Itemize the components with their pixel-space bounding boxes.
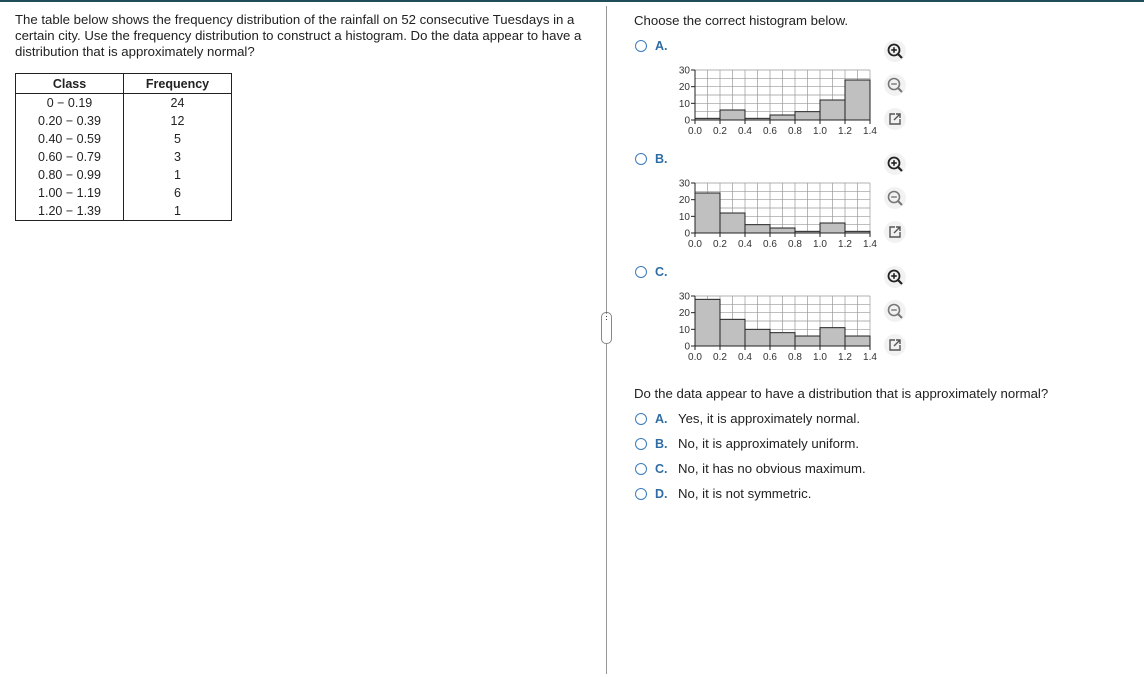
answer-d-radio[interactable] — [635, 488, 647, 500]
popout-button[interactable] — [884, 108, 906, 130]
x-tick-label: 1.4 — [863, 239, 877, 250]
answer-c-letter: C. — [655, 462, 668, 476]
zoom-out-button[interactable] — [884, 74, 906, 96]
histogram-bar — [820, 328, 845, 346]
popout-button[interactable] — [884, 221, 906, 243]
normality-question: Do the data appear to have a distribution that is approximately normal? — [634, 386, 1049, 401]
x-tick-label: 1.0 — [813, 352, 827, 363]
zoom-in-button[interactable] — [884, 153, 906, 175]
x-tick-label: 0.8 — [788, 352, 802, 363]
frequency-table — [15, 73, 232, 221]
y-tick-label: 10 — [678, 98, 690, 110]
frequency-cell: 3 — [124, 148, 232, 166]
zoom-in-button[interactable] — [884, 40, 906, 62]
class-cell: 0.80 − 0.99 — [16, 166, 124, 184]
x-tick-label: 0.2 — [713, 126, 727, 137]
x-tick-label: 1.4 — [863, 126, 877, 137]
class-cell: 0.40 − 0.59 — [16, 130, 124, 148]
class-cell: 1.20 − 1.39 — [16, 202, 124, 221]
zoom-out-button[interactable] — [884, 300, 906, 322]
class-cell: 0 − 0.19 — [16, 94, 124, 113]
x-tick-label: 1.2 — [838, 239, 852, 250]
answer-a-letter: A. — [655, 412, 668, 426]
answer-b-letter: B. — [655, 437, 668, 451]
class-cell: 0.60 − 0.79 — [16, 148, 124, 166]
answer-a-radio[interactable] — [635, 413, 647, 425]
x-tick-label: 0.0 — [688, 126, 702, 137]
table-row — [16, 166, 232, 184]
zoom-in-icon — [884, 153, 906, 175]
class-cell: 1.00 − 1.19 — [16, 184, 124, 202]
divider-handle[interactable] — [601, 312, 612, 344]
x-tick-label: 0.8 — [788, 239, 802, 250]
answer-d-letter: D. — [655, 487, 668, 501]
histogram-bar — [795, 112, 820, 120]
histogram-bar — [820, 100, 845, 120]
histogram-option-a-letter: A. — [655, 39, 668, 53]
x-tick-label: 0.6 — [763, 352, 777, 363]
answer-c-text: No, it has no obvious maximum. — [678, 461, 866, 476]
zoom-in-button[interactable] — [884, 266, 906, 288]
x-tick-label: 1.4 — [863, 352, 877, 363]
header-frequency: Frequency — [124, 74, 232, 94]
frequency-cell: 1 — [124, 166, 232, 184]
table-row — [16, 112, 232, 130]
histogram-bar — [720, 110, 745, 120]
histogram-option-b-letter: B. — [655, 152, 668, 166]
x-tick-label: 0.8 — [788, 126, 802, 137]
answer-d-text: No, it is not symmetric. — [678, 486, 812, 501]
class-cell: 0.20 − 0.39 — [16, 112, 124, 130]
x-tick-label: 1.2 — [838, 126, 852, 137]
top-border — [0, 0, 1144, 2]
x-tick-label: 0.6 — [763, 126, 777, 137]
frequency-cell: 12 — [124, 112, 232, 130]
y-tick-label: 0 — [684, 228, 690, 240]
x-tick-label: 1.0 — [813, 126, 827, 137]
histogram-a — [670, 50, 885, 142]
handle-grip: ⋮ — [602, 311, 611, 321]
table-row — [16, 130, 232, 148]
histogram-bar — [745, 329, 770, 346]
x-tick-label: 0.4 — [738, 126, 752, 137]
histogram-option-c-radio[interactable] — [635, 266, 647, 278]
y-tick-label: 0 — [684, 341, 690, 353]
x-tick-label: 0.2 — [713, 239, 727, 250]
y-tick-label: 10 — [678, 324, 690, 336]
table-row — [16, 202, 232, 221]
x-tick-label: 0.4 — [738, 239, 752, 250]
problem-statement: The table below shows the frequency distribution of the rainfall on 52 consecutive Tuesdays in a certain city. Use the frequency distribution to construct a histogram. Do the data appear to have a distribution that is approximately normal? — [15, 12, 582, 59]
histogram-bar — [770, 333, 795, 346]
answer-c-radio[interactable] — [635, 463, 647, 475]
histogram-bar — [745, 225, 770, 233]
x-tick-label: 0.2 — [713, 352, 727, 363]
histogram-option-a-radio[interactable] — [635, 40, 647, 52]
popout-icon — [884, 334, 906, 356]
histogram-bar — [695, 193, 720, 233]
frequency-cell: 24 — [124, 94, 232, 113]
histogram-bar — [845, 336, 870, 346]
table-row — [16, 184, 232, 202]
histogram-c — [670, 276, 885, 368]
y-tick-label: 20 — [678, 195, 690, 207]
histogram-option-b-radio[interactable] — [635, 153, 647, 165]
y-tick-label: 30 — [678, 291, 690, 303]
y-tick-label: 20 — [678, 308, 690, 320]
histogram-option-c-letter: C. — [655, 265, 668, 279]
y-tick-label: 20 — [678, 82, 690, 94]
zoom-out-icon — [884, 300, 906, 322]
y-tick-label: 10 — [678, 211, 690, 223]
table-row — [16, 94, 232, 113]
histogram-bar — [795, 336, 820, 346]
answer-b-text: No, it is approximately uniform. — [678, 436, 860, 451]
y-tick-label: 0 — [684, 115, 690, 127]
zoom-out-icon — [884, 187, 906, 209]
table-row — [16, 148, 232, 166]
header-class: Class — [16, 74, 124, 94]
histogram-bar — [770, 115, 795, 120]
popout-icon — [884, 221, 906, 243]
frequency-cell: 6 — [124, 184, 232, 202]
histogram-bar — [720, 319, 745, 346]
answer-a-text: Yes, it is approximately normal. — [678, 411, 861, 426]
histogram-bar — [845, 80, 870, 120]
zoom-out-button[interactable] — [884, 187, 906, 209]
table-header-row — [16, 74, 232, 94]
x-tick-label: 0.6 — [763, 239, 777, 250]
frequency-cell: 1 — [124, 202, 232, 221]
popout-button[interactable] — [884, 334, 906, 356]
frequency-cell: 5 — [124, 130, 232, 148]
popout-icon — [884, 108, 906, 130]
zoom-in-icon — [884, 266, 906, 288]
x-tick-label: 1.2 — [838, 352, 852, 363]
histogram-bar — [770, 228, 795, 233]
histogram-b — [670, 163, 885, 255]
x-tick-label: 0.4 — [738, 352, 752, 363]
answer-b-radio[interactable] — [635, 438, 647, 450]
y-tick-label: 30 — [678, 65, 690, 77]
histogram-bar — [820, 223, 845, 233]
y-tick-label: 30 — [678, 178, 690, 190]
histogram-bar — [695, 299, 720, 346]
histogram-bar — [720, 213, 745, 233]
histogram-question: Choose the correct histogram below. — [634, 13, 849, 28]
zoom-in-icon — [884, 40, 906, 62]
x-tick-label: 0.0 — [688, 239, 702, 250]
x-tick-label: 1.0 — [813, 239, 827, 250]
x-tick-label: 0.0 — [688, 352, 702, 363]
zoom-out-icon — [884, 74, 906, 96]
